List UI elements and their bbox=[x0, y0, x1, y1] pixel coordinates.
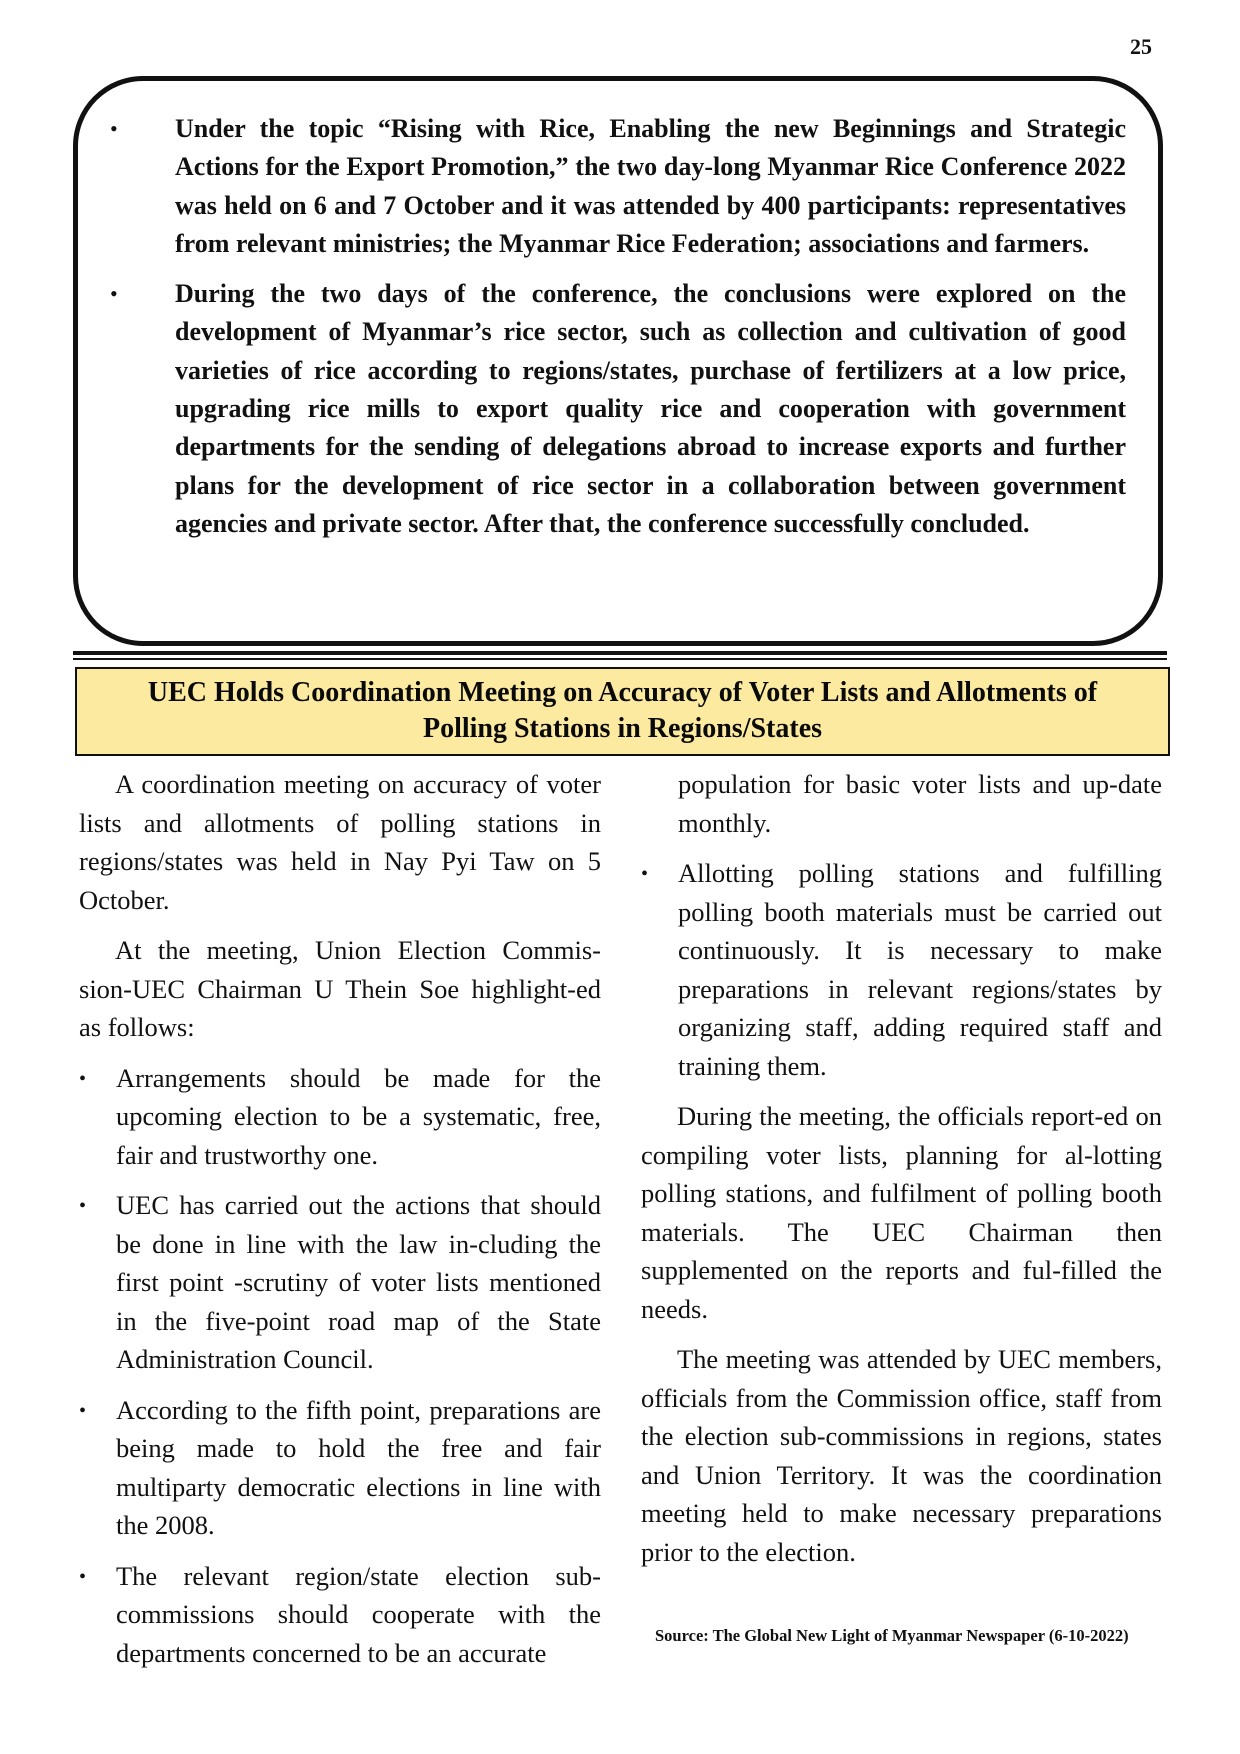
page-number: 25 bbox=[1130, 34, 1152, 59]
source-citation: Source: The Global New Light of Myanmar Newspaper (6-10-2022) bbox=[655, 1626, 1129, 1645]
list-item bbox=[79, 1059, 601, 1175]
headline-line-2: Polling Stations in Regions/States bbox=[422, 713, 823, 744]
highlights-list bbox=[79, 1059, 601, 1673]
article-column-left bbox=[79, 765, 601, 1684]
list-item bbox=[79, 1557, 601, 1673]
summary-box bbox=[73, 76, 1163, 646]
summary-item bbox=[110, 110, 1126, 263]
bullet-icon: • bbox=[79, 1195, 87, 1217]
list-item-text: The relevant region/state election sub-commissions should cooperate with the departments concerned to be an accurate bbox=[116, 1560, 601, 1668]
headline-line-1: UEC Holds Coordination Meeting on Accuracy of Voter Lists and Allotments of bbox=[147, 677, 1098, 708]
article-headline bbox=[77, 675, 1168, 747]
bullet-icon: • bbox=[79, 1565, 87, 1588]
list-item-text: According to the fifth point, preparations are being made to hold the free and fair multiparty democratic elections in line with the 2008. bbox=[116, 1394, 601, 1540]
list-item bbox=[79, 1186, 601, 1379]
article-headline-box bbox=[75, 667, 1170, 756]
list-item-text: UEC has carried out the actions that should be done in line with the law in-cluding the first point -scrutiny of voter lists mentioned in the five-point road map of the State Administration Council. bbox=[116, 1190, 601, 1374]
bullet-icon: • bbox=[110, 281, 118, 307]
paragraph: The meeting was attended by UEC members, officials from the Commission office, staff from the election sub-commissions in regions, states and Union Territory. It was the coordination meeting held to make necessary preparations prior to the election. bbox=[641, 1344, 1162, 1567]
bullet-icon: • bbox=[641, 863, 649, 885]
list-item bbox=[79, 1391, 601, 1545]
highlights-list-continued bbox=[641, 854, 1162, 1085]
article-column-right bbox=[641, 765, 1162, 1583]
list-item bbox=[641, 854, 1162, 1085]
summary-item-text: During the two days of the conference, the conclusions were explored on the development of Myanmar’s rice sector, such as collection and cultivation of good varieties of rice according to regions/states, purchase of fertilizers at a low price, upgrading rice mills to export quality rice and cooperation with government departments for the sending of delegations abroad to increase exports and further plans for the development of rice sector in a collaboration between government agencies and private sector. After that, the conference successfully concluded. bbox=[175, 279, 1126, 538]
list-item-continuation: population for basic voter lists and up-date monthly. bbox=[678, 769, 1162, 838]
summary-item bbox=[110, 275, 1126, 543]
bullet-icon: • bbox=[79, 1067, 87, 1090]
list-item-text: Allotting polling stations and fulfilling polling booth materials must be carried out continuously. It is necessary to make preparations in relevant regions/states by organizing staff, adding required staff and training them. bbox=[678, 858, 1162, 1081]
section-divider bbox=[73, 651, 1167, 660]
paragraph: At the meeting, Union Election Commis-sion-UEC Chairman U Thein Soe highlight-ed as follows: bbox=[79, 935, 601, 1042]
summary-list bbox=[110, 110, 1126, 555]
bullet-icon: • bbox=[79, 1399, 87, 1422]
list-item-text: Arrangements should be made for the upcoming election to be a systematic, free, fair and trustworthy one. bbox=[116, 1062, 601, 1170]
bullet-icon: • bbox=[110, 116, 118, 141]
paragraph: A coordination meeting on accuracy of voter lists and allotments of polling stations in regions/states was held in Nay Pyi Taw on 5 October. bbox=[79, 769, 601, 915]
paragraph: During the meeting, the officials report-ed on compiling voter lists, planning for al-lotting polling stations, and fulfilment of polling booth materials. The UEC Chairman then supplemented on the reports and ful-filled the needs. bbox=[641, 1101, 1162, 1324]
summary-item-text: Under the topic “Rising with Rice, Enabling the new Beginnings and Strategic Actions for the Export Promotion,” the two day-long Myanmar Rice Conference 2022 was held on 6 and 7 October and it was attended by 400 participants: representatives from relevant ministries; the Myanmar Rice Federation; associations and farmers. bbox=[175, 114, 1126, 258]
